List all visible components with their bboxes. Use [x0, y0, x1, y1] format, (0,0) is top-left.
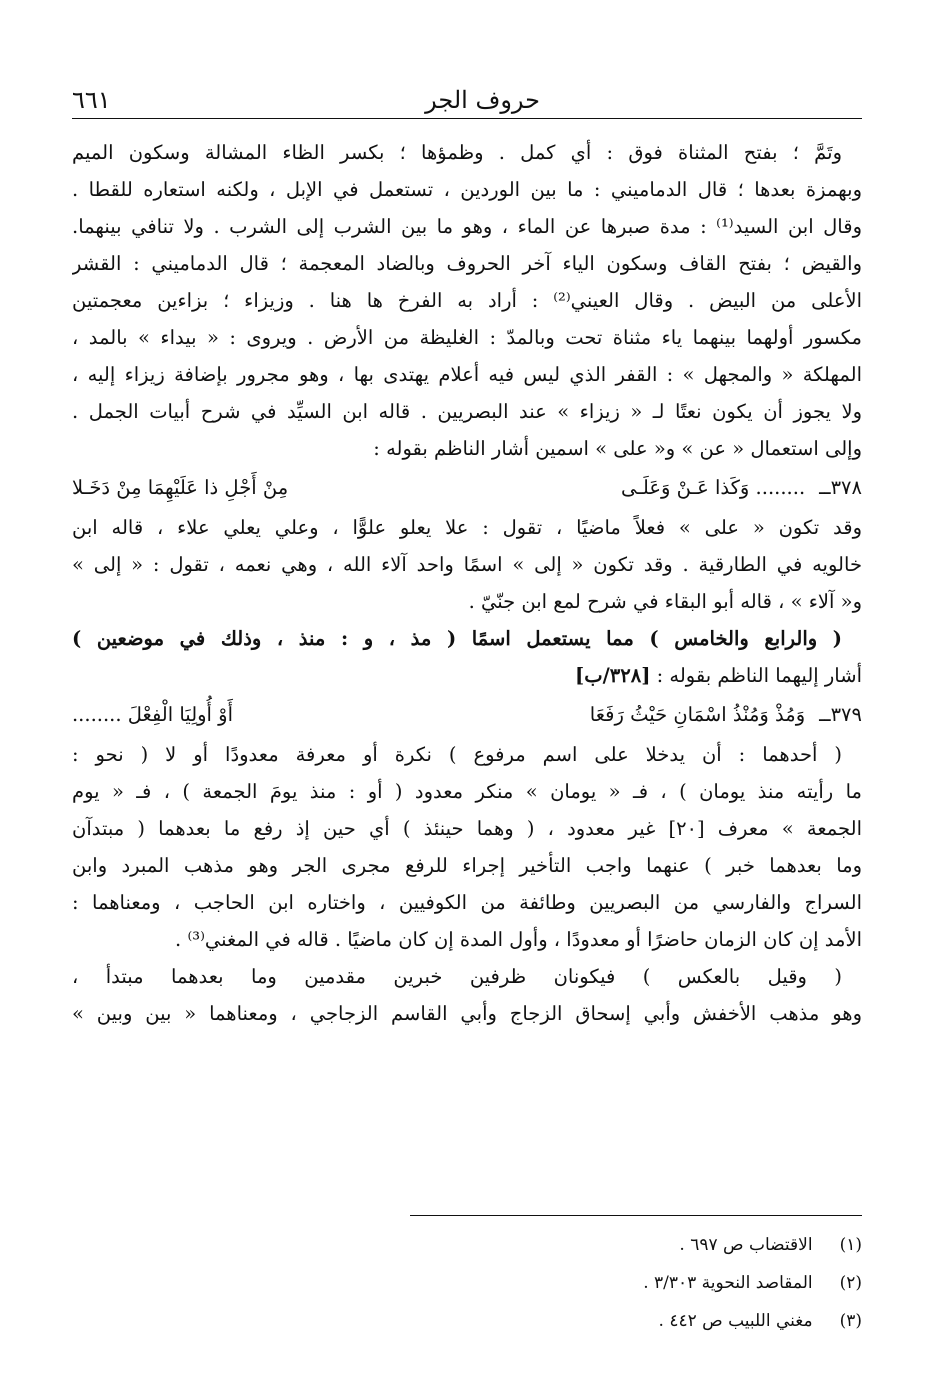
- footnote-text: الاقتضاب ص ٦٩٧ .: [679, 1235, 813, 1255]
- text-line: السراج والفارسي من البصريين وطائفة من الكوفيين ، واختاره ابن الحاجب ، ومعناهما :: [72, 891, 862, 914]
- text-line: والقيض ؛ بفتح القاف وسكون الياء آخر الحروف وبالضاد المعجمة ؛ قال الدماميني : القشر: [72, 252, 862, 275]
- text-line: مكسور أولهما بينهما ياء مثناة تحت وبالمدّ : الغليظة من الأرض . ويروى : « بيداء » بالمد ،: [72, 326, 862, 349]
- main-text: [72, 134, 862, 1032]
- footnote: [72, 1302, 862, 1340]
- footnote-rule: [410, 1215, 862, 1216]
- running-header: [72, 86, 862, 116]
- verse-number: ٣٧٨ــ: [819, 476, 862, 499]
- footnote-number: (٢): [839, 1273, 862, 1293]
- footnote: [72, 1264, 862, 1302]
- text-line: وقد تكون « على » فعلاً ماضيًا ، تقول : علا يعلو علوًّا ، وعلي يعلي علاء ، قاله ابن: [72, 516, 862, 539]
- text-line: ( وقيل بالعكس ) فيكونان ظرفين خبرين مقدمين وما بعدهما مبتدأ ،: [72, 965, 842, 988]
- footnotes: [72, 1226, 862, 1340]
- manuscript-ref: [٣٢٨/ب]: [575, 664, 651, 687]
- text-line: و« آلاء » ، قاله أبو البقاء في شرح لمع ابن جنّيّ .: [468, 590, 862, 613]
- text-line: وقال ابن السيد⁽¹⁾ : مدة صبرها عن الماء ، وهو ما بين الشرب إلى الشرب . ولا تنافي بينهما.: [72, 215, 862, 238]
- chapter-title: حروف الجر: [425, 86, 540, 114]
- text-line: المهلكة « والمجهل » : القفر الذي ليس فيه أعلام يهتدى بها ، وهو مجرور بإضافة زيزاء إليه ،: [72, 363, 862, 386]
- footnote-text: المقاصد النحوية ٣/٣٠٣ .: [643, 1273, 813, 1293]
- text-line: وما بعدهما خبر ) عنهما واجب التأخير إجراء للرفع مجرى الجر وهو مذهب المبرد وابن: [72, 854, 862, 877]
- verse-379: [72, 694, 862, 736]
- text-line: وتَمَّ ؛ بفتح المثناة فوق : أي كمل . وظمؤها ؛ بكسر الظاء المشالة وسكون الميم: [72, 141, 842, 164]
- footnote: [72, 1226, 862, 1264]
- text-line: ( أحدهما : أن يدخلا على اسم مرفوع ) نكرة أو معرفة معدودًا أو لا ( نحو :: [72, 743, 842, 766]
- text-line: الأمد إن كان الزمان حاضرًا أو معدودًا ، وأول المدة إن كان ماضيًا . قاله في المغني⁽³⁾ .: [175, 928, 862, 951]
- section-heading: ( والرابع والخامس ) مما يستعمل اسمًا ( مذ ، و : منذ ، وذلك في موضعين ): [72, 627, 842, 650]
- verse-hemistich-first: ........ وَكَذا عَـنْ وَعَلَـى: [620, 476, 806, 499]
- text-line: وهو مذهب الأخفش وأبي إسحاق الزجاج وأبي القاسم الزجاجي ، ومعناهما « بين وبين »: [72, 1002, 862, 1025]
- footnote-number: (٣): [839, 1311, 862, 1331]
- text-line: الجمعة » معرف [٢٠] غير معدود ، ( وهما حينئذ ) أي حين إذ رفع ما بعدهما ( مبتدآن: [72, 817, 862, 840]
- text-line: خالويه في الطارقية . وقد تكون « إلى » اسمًا واحد آلاء الله ، وهي نعمه ، تقول : « إلى »: [72, 553, 862, 576]
- verse-hemistich-second: مِنْ أَجْلِ ذا عَلَيْهِمَا مِنْ دَخَـلا: [71, 476, 289, 499]
- verse-hemistich-first: وَمُذْ وَمُنْذُ اسْمَانِ حَيْثُ رَفَعَا: [589, 703, 806, 726]
- pointer-line: [72, 657, 862, 694]
- text-line: وإلى استعمال « عن » و« على » اسمين أشار الناظم بقوله :: [373, 437, 862, 460]
- text-line: ولا يجوز أن يكون نعتًا لـ « زيزاء » عند البصريين . قاله ابن السيِّد في شرح أبيات الجمل .: [72, 400, 862, 423]
- header-rule: [72, 118, 862, 119]
- page-number: ٦٦١: [72, 86, 111, 114]
- footnote-number: (١): [839, 1235, 862, 1255]
- text-line: ما رأيته منذ يومان ) ، فـ « يومان » منكر معدود ( أو : منذ يومَ الجمعة ) ، فـ « يوم: [72, 780, 862, 803]
- verse-hemistich-second: أَوْ أُولِيَا الْفِعْلَ ........: [71, 703, 234, 726]
- verse-number: ٣٧٩ــ: [819, 703, 862, 726]
- pointer-text: أشار إليهما الناظم بقوله :: [656, 664, 862, 687]
- text-line: وبهمزة بعدها ؛ قال الدماميني : ما بين الوردين ، تستعمل في الإبل ، ولكنه استعاره للقطا .: [72, 178, 862, 201]
- footnote-text: مغني اللبيب ص ٤٤٢ .: [658, 1311, 813, 1331]
- verse-378: [72, 467, 862, 509]
- text-line: الأعلى من البيض . وقال العيني⁽²⁾ : أراد به الفرخ ها هنا . وزيزاء ؛ بزاءين معجمتين: [72, 289, 862, 312]
